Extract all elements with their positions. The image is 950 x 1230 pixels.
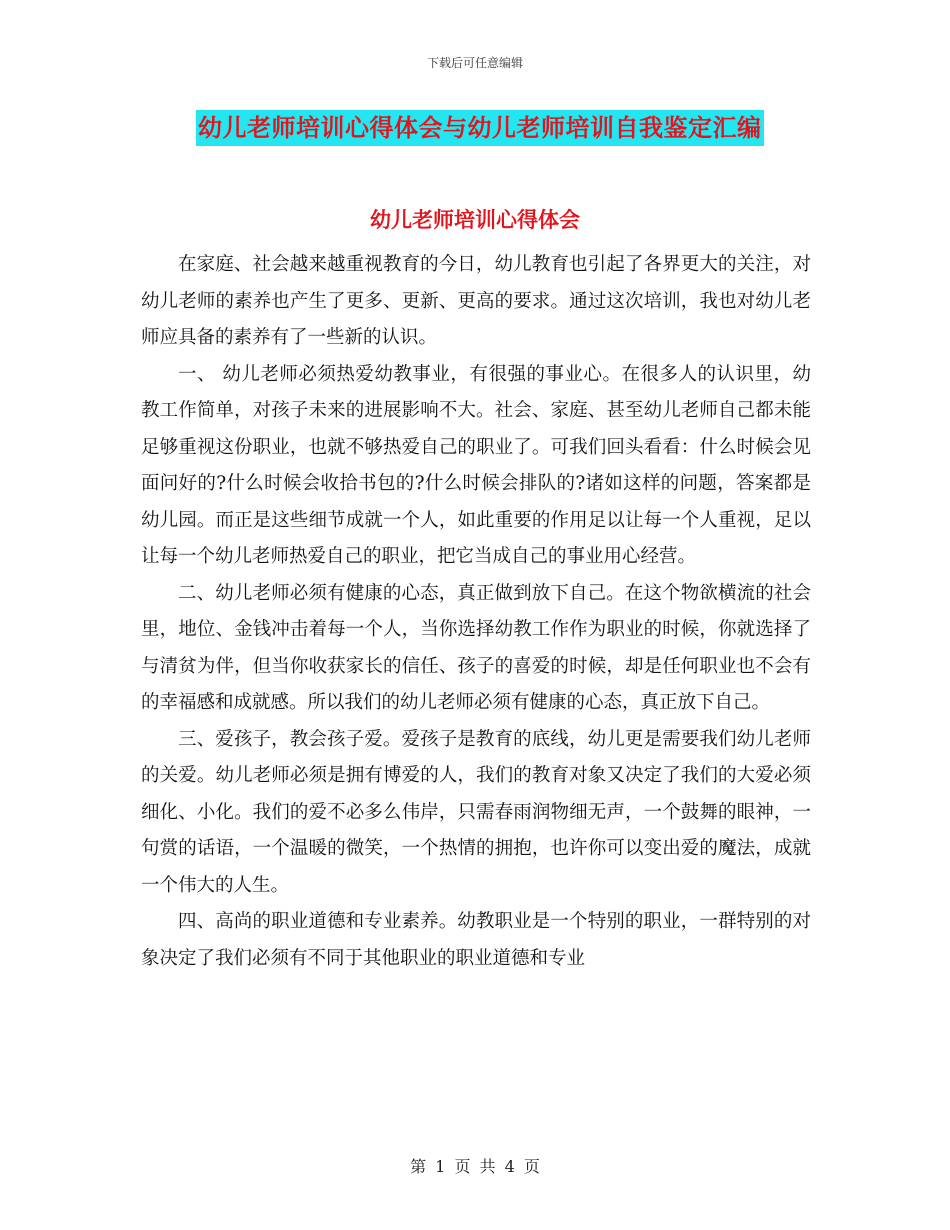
paragraph-point-2: 二、幼儿老师必须有健康的心态，真正做到放下自己。在这个物欲横流的社会里，地位、金钱冲击着每一个人，当你选择幼教工作作为职业的时候，你就选择了与清贫为伴，但当你收获家长的信任、孩子的喜爱的时候，却是任何职业也不会有的幸福感和成就感。所以我们的幼儿老师必须有健康的心态，真正放下自己。 bbox=[141, 582, 811, 713]
page-footer: 第 1 页 共 4 页 bbox=[410, 1157, 540, 1176]
body-text bbox=[141, 247, 811, 977]
paragraph-point-1: 一、 幼儿老师必须热爱幼教事业，有很强的事业心。在很多人的认识里，幼教工作简单，对孩子未来的进展影响不大。社会、家庭、甚至幼儿老师自己都未能足够重视这份职业，也就不够热爱自己的职业了。可我们回头看看：什么时候会见面问好的?什么时候会收拾书包的?什么时候会排队的?诸如这样的问题，答案都是幼儿园。而正是这些细节成就一个人，如此重要的作用足以让每一个人重视，足以让每一个幼儿老师热爱自己的职业，把它当成自己的事业用心经营。 bbox=[141, 363, 811, 567]
section-title: 幼儿老师培训心得体会 bbox=[370, 207, 580, 232]
paragraph-point-3: 三、爱孩子，教会孩子爱。爱孩子是教育的底线，幼儿更是需要我们幼儿老师的关爱。幼儿老师必须是拥有博爱的人，我们的教育对象又决定了我们的大爱必须细化、小化。我们的爱不必多么伟岸，只需春雨润物细无声，一个鼓舞的眼神，一句赏的话语，一个温暖的微笑，一个热情的拥抱，也许你可以变出爱的魔法，成就一个伟大的人生。 bbox=[141, 728, 811, 896]
paragraph-point-4: 四、高尚的职业道德和专业素养。幼教职业是一个特别的职业，一群特别的对象决定了我们必须有不同于其他职业的职业道德和专业 bbox=[141, 911, 811, 969]
document-title: 幼儿老师培训心得体会与幼儿老师培训自我鉴定汇编 bbox=[196, 110, 764, 146]
header-note: 下载后可任意编辑 bbox=[426, 56, 523, 70]
paragraph-intro: 在家庭、社会越来越重视教育的今日，幼儿教育也引起了各界更大的关注，对幼儿老师的素养也产生了更多、更新、更高的要求。通过这次培训，我也对幼儿老师应具备的素养有了一些新的认识。 bbox=[141, 254, 811, 348]
